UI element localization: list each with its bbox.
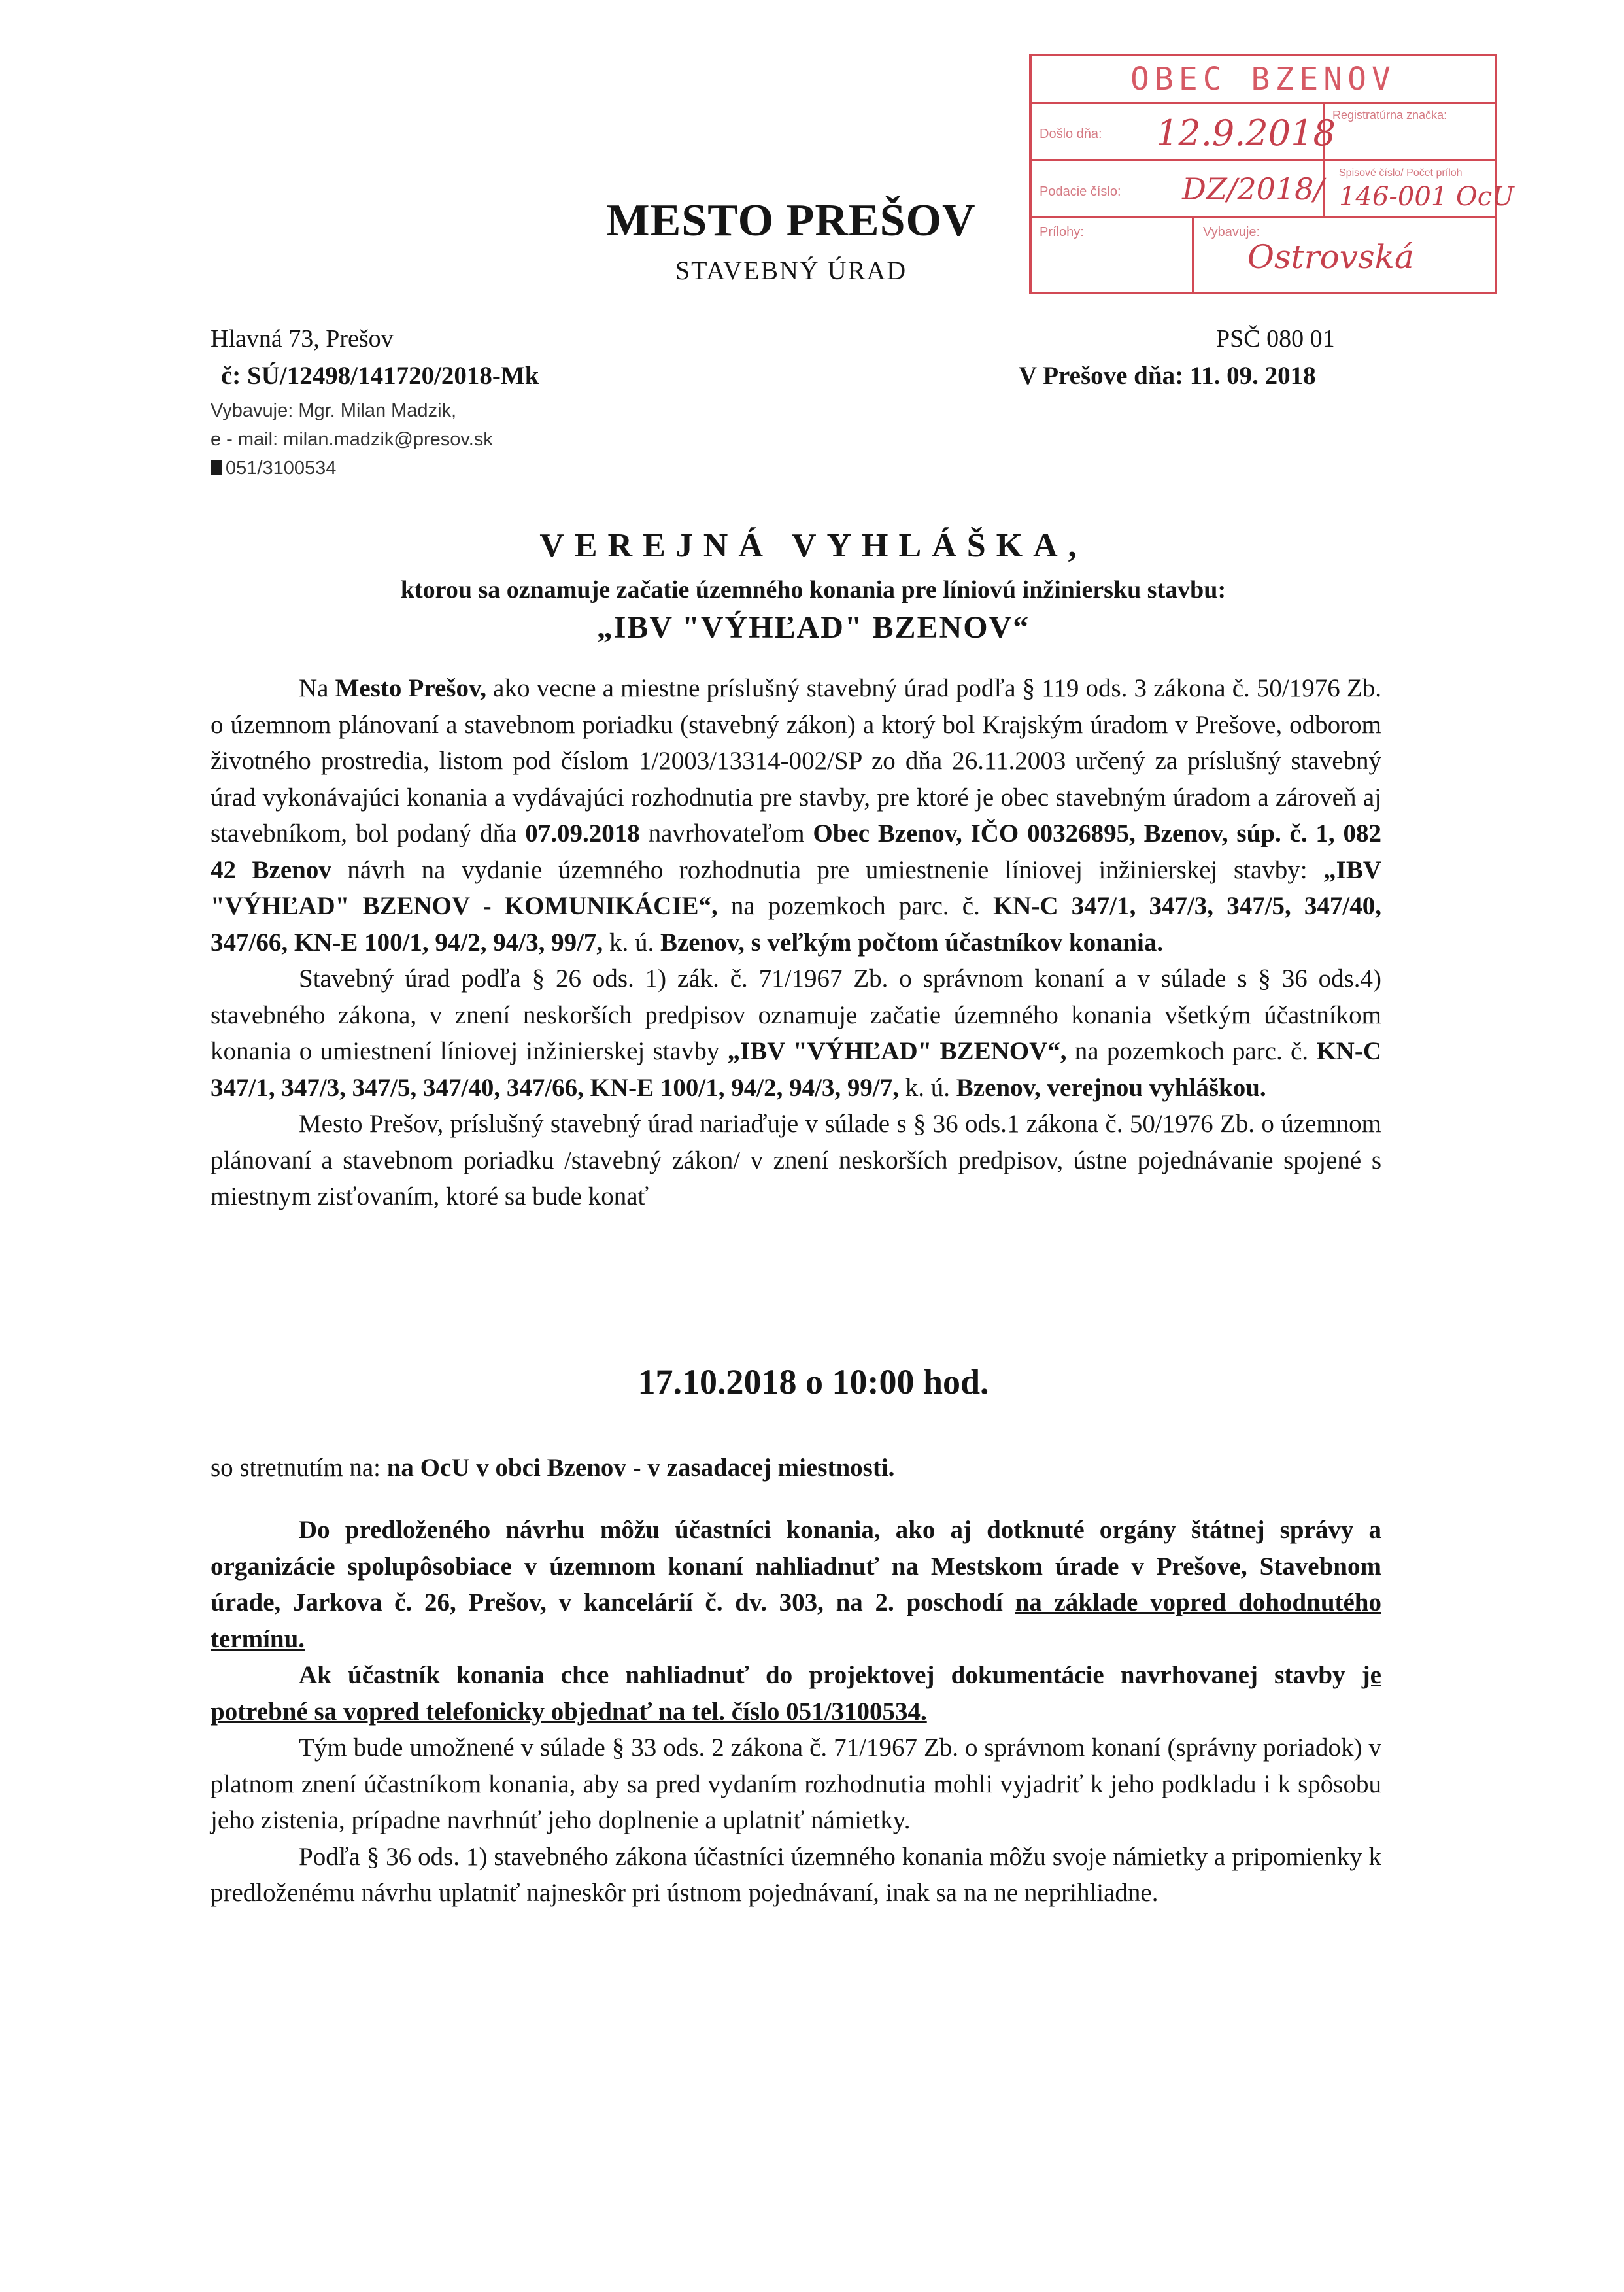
postal-code: PSČ 080 01 (1216, 325, 1335, 352)
issuer-office: STAVEBNÝ ÚRAD (675, 256, 907, 285)
phone-number: 051/3100534 (226, 458, 337, 479)
paragraph-rights: Tým bude umožnené v súlade § 33 ods. 2 zákona č. 71/1967 Zb. o správnom konaní (správny poriadok) v platnom znení účastníkom konania, aby sa pred vydaním rozhodnutia mohli vyjadriť k jeho podkladu i k spôsobu jeho zistenia, prípadne navrhnúť jeho doplnenie a uplatniť námietky. (211, 1734, 1381, 1834)
paragraph-notice: Stavebný úrad podľa § 26 ods. 1) zák. č. 71/1967 Zb. o správnom konaní a v súlade s § 36 ods.4) stavebného zákona, v znení neskorších predpisov oznamuje začatie územného konania všetkým účastníkom konania o umiestnení líniovej inžinierskej stavby „IBV "VÝHĽAD" BZENOV“, na pozemkoch parc. č. KN-C 347/1, 347/3, 347/5, 347/40, 347/66, KN-E 100/1, 94/2, 94/3, 99/7, k. ú. Bzenov, verejnou vyhláškou. (211, 965, 1381, 1102)
paragraph-objections: Podľa § 36 ods. 1) stavebného zákona účastníci územného konania môžu svoje námietky a pripomienky k predloženému návrhu uplatniť najneskôr pri ústnom pojednávaní, inak sa na ne neprihliadne. (211, 1842, 1381, 1907)
handler-name: Vybavuje: Mgr. Milan Madzik, (211, 400, 457, 421)
paragraph-inspection: Do predloženého návrhu môžu účastníci konania, ako aj dotknuté orgány štátnej správy a organizácie spolupôsobiace v územnom konaní nahliadnuť na Mestskom úrade v Prešove, Stavebnom úrade, Jarkova č. 26, Prešov, v kancelárií č. dv. 303, na 2. poschodí na základe vopred dohodnutého termínu. (211, 1516, 1381, 1653)
hearing-datetime: 17.10.2018 o 10:00 hod. (637, 1362, 989, 1401)
document-subtitle: ktorou sa oznamuje začatie územného konania pre líniovú inžiniersku stavbu: (400, 576, 1226, 604)
issuer-name: MESTO PREŠOV (606, 196, 976, 246)
phone-icon (211, 460, 222, 475)
project-name: „IBV "VÝHĽAD" BZENOV“ (596, 610, 1030, 645)
stamp-attachments-label: Prílohy: (1040, 225, 1084, 239)
hearing-location: so stretnutím na: na OcU v obci Bzenov - v zasadacej miestnosti. (211, 1454, 895, 1482)
stamp-divider (1192, 218, 1194, 294)
registry-stamp (1029, 54, 1514, 294)
reference-number: č: SÚ/12498/141720/2018-Mk (221, 362, 539, 390)
handler-email: e - mail: milan.madzik@presov.sk (211, 429, 493, 450)
stamp-file-label: Spisové číslo/ Počet príloh (1339, 167, 1463, 179)
paragraph-application: Na Mesto Prešov, ako vecne a miestne príslušný stavebný úrad podľa § 119 ods. 3 zákona č. 50/1976 Zb. o územnom plánovaní a stavebnom poriadku (stavebný zákon) a ktorý bol Krajským úradom v Prešove, odborom životného prostredia, listom pod číslom 1/2003/13314-002/SP zo dňa 26.11.2003 určený za príslušný stavebný úrad vykonávajúci konania a vydávajúci rozhodnutia pre stavby, pre ktoré je obec stavebným úradom a zároveň aj stavebníkom, bol podaný dňa 07.09.2018 navrhovateľom Obec Bzenov, IČO 00326895, Bzenov, súp. č. 1, 082 42 Bzenov návrh na vydanie územného rozhodnutia pre umiestnenie líniovej inžinierskej stavby: „IBV "VÝHĽAD" BZENOV - KOMUNIKÁCIE“, na pozemkoch parc. č. KN-C 347/1, 347/3, 347/5, 347/40, 347/66, KN-E 100/1, 94/2, 94/3, 99/7, k. ú. Bzenov, s veľkým počtom účastníkov konania. (211, 674, 1381, 957)
paragraph-hearing: Mesto Prešov, príslušný stavebný úrad nariaďuje v súlade s § 36 ods.1 zákona č. 50/1976 Zb. o územnom plánovaní a stavebnom poriadku /stavebný zákon/ v znení neskorších predpisov, ústne pojednávanie spojené s miestnym zisťovaním, ktoré sa bude konať (211, 1110, 1381, 1210)
stamp-file-no: 146-001 OcU (1339, 182, 1514, 212)
stamp-submission-label: Podacie číslo: (1040, 184, 1121, 199)
issuer-address: Hlavná 73, Prešov (211, 325, 394, 352)
paragraph-appointment: Ak účastník konania chce nahliadnuť do projektovej dokumentácie navrhovanej stavby je potrebné sa vopred telefonicky objednať na tel. číslo 051/3100534. (211, 1661, 1381, 1726)
stamp-org: OBEC BZENOV (1032, 56, 1495, 104)
body-section-1 (211, 670, 1381, 1215)
stamp-handler-label: Vybavuje: (1203, 225, 1260, 239)
stamp-handler-signature: Ostrovská (1247, 238, 1414, 276)
stamp-registry-label: Registratúrna značka: (1332, 109, 1447, 122)
stamp-received-date: 12.9.2018 (1156, 112, 1336, 154)
stamp-received-label: Došlo dňa: (1040, 127, 1102, 141)
document-date: V Prešove dňa: 11. 09. 2018 (1019, 362, 1316, 390)
handler-phone (211, 458, 336, 479)
stamp-submission-no: DZ/2018/ (1182, 171, 1324, 207)
body-section-2 (211, 1512, 1381, 1911)
document-type: VEREJNÁ VYHLÁŠKA, (539, 527, 1087, 564)
